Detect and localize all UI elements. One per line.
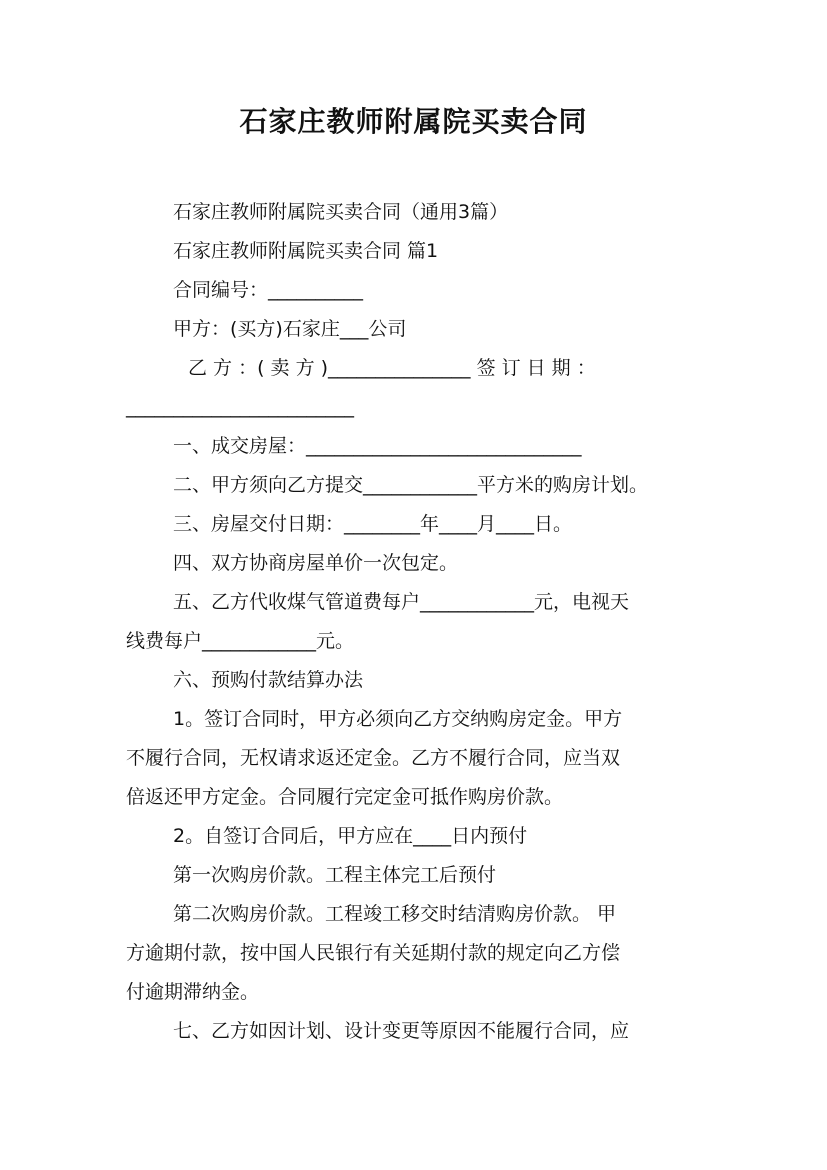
party-b-line: 乙 方 ：( 卖 方 )_______________ 签 订 日 期 ： — [188, 357, 596, 379]
clause-2: 二、甲方须向乙方提交____________平方米的购房计划。 — [173, 474, 649, 496]
sign-date-blank: ________________________ — [126, 396, 354, 418]
clause-6-2-line-3: 第二次购房价款。工程竣工移交时结清购房价款。 甲 — [173, 903, 617, 925]
clause-6-1-line-1: 1。签订合同时，甲方必须向乙方交纳购房定金。甲方 — [173, 708, 623, 730]
clause-6-2-line-4: 方逾期付款，按中国人民银行有关延期付款的规定向乙方偿 — [126, 942, 621, 964]
clause-6-2-line-5: 付逾期滞纳金。 — [126, 981, 260, 1003]
clause-6-2-line-2: 第一次购房价款。工程主体完工后预付 — [173, 864, 497, 886]
subtitle-line: 石家庄教师附属院买卖合同（通用3篇） — [173, 201, 509, 223]
clause-7-line-1: 七、乙方如因计划、设计变更等原因不能履行合同，应 — [173, 1020, 630, 1042]
contract-number-line: 合同编号：__________ — [173, 279, 364, 301]
clause-6-heading: 六、预购付款结算办法 — [173, 669, 364, 691]
clause-5-line-2: 线费每户____________元。 — [126, 630, 355, 652]
clause-3: 三、房屋交付日期：________年____月____日。 — [173, 513, 573, 535]
clause-6-2-line-1: 2。自签订合同后，甲方应在____日内预付 — [173, 825, 528, 847]
document-title: 石家庄教师附属院买卖合同 — [239, 105, 588, 138]
clause-6-1-line-2: 不履行合同，无权请求返还定金。乙方不履行合同，应当双 — [126, 747, 621, 769]
party-a-line: 甲方：(买方)石家庄___公司 — [173, 318, 407, 340]
clause-4: 四、双方协商房屋单价一次包定。 — [173, 552, 459, 574]
clause-6-1-line-3: 倍返还甲方定金。合同履行完定金可抵作购房价款。 — [126, 786, 564, 808]
clause-1: 一、成交房屋：_____________________________ — [173, 435, 582, 457]
section-heading: 石家庄教师附属院买卖合同 篇1 — [173, 240, 439, 262]
clause-5-line-1: 五、乙方代收煤气管道费每户____________元，电视天 — [173, 591, 630, 613]
